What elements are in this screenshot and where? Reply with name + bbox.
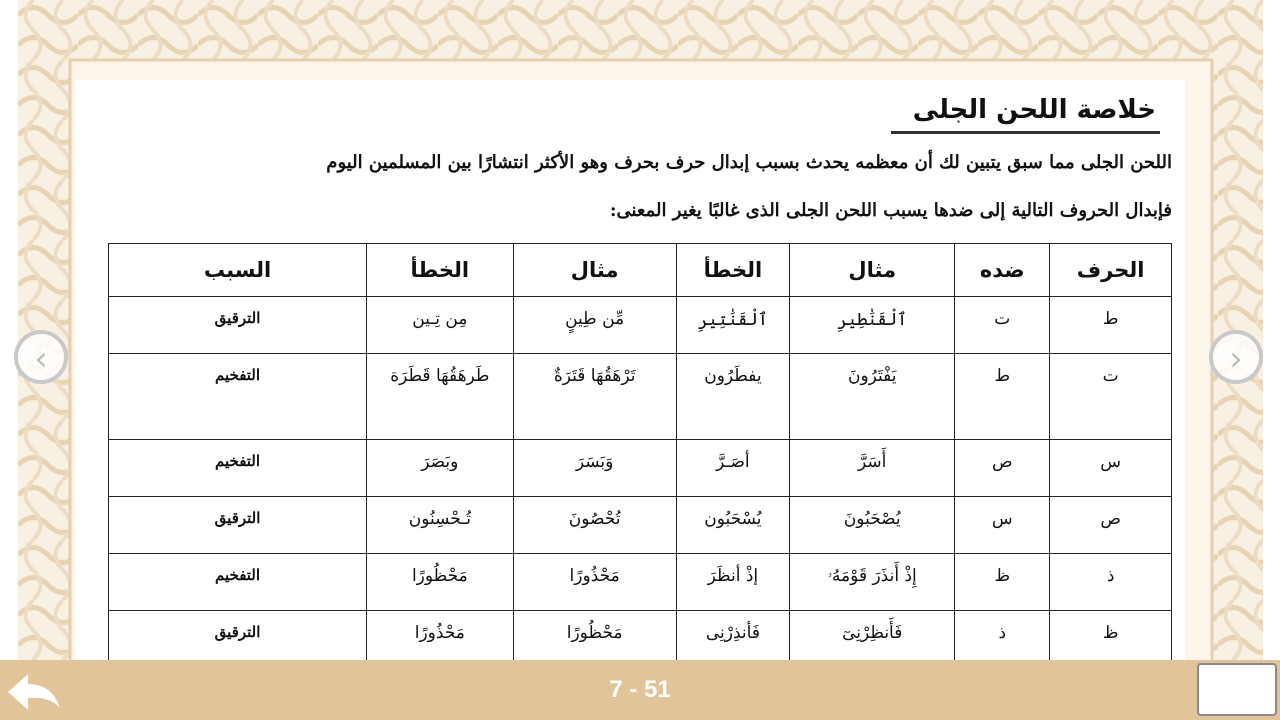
table-row xyxy=(109,611,1172,668)
table-row xyxy=(109,497,1172,554)
cell-example: يُصْحَبُونَ xyxy=(790,497,955,554)
header-example: مثال xyxy=(790,244,955,297)
chevron-right-icon: › xyxy=(1229,339,1243,379)
header-letter: الحرف xyxy=(1050,244,1172,297)
header-error: الخطأ xyxy=(367,244,514,297)
header-example: مثال xyxy=(513,244,676,297)
cell-letter: ذ xyxy=(1050,554,1172,611)
cell-opposite: ظ xyxy=(955,554,1050,611)
cell-reason: التفخيم xyxy=(109,440,367,497)
intro-line-1: اللحن الجلى مما سبق يتبين لك أن معظمه يحدث بسبب إبدال حرف بحرف وهو الأكثر انتشارًا بين المسلمين اليوم xyxy=(326,152,1172,173)
left-margin xyxy=(0,0,18,660)
header-error: الخطأ xyxy=(676,244,790,297)
page-number-input[interactable] xyxy=(1197,663,1277,716)
cell-error: مَحْذُورًا xyxy=(367,611,514,668)
intro-line-2: فإبدال الحروف التالية إلى ضدها يسبب اللحن الجلى الذى غالبًا يغير المعنى: xyxy=(609,200,1172,221)
back-button[interactable] xyxy=(4,668,64,714)
cell-error: إذْ أنظَرَ xyxy=(676,554,790,611)
table-row xyxy=(109,554,1172,611)
page-indicator: 7 - 51 xyxy=(609,676,671,703)
cell-letter: ت xyxy=(1050,354,1172,440)
cell-error: طَرهَقُهَا قَطَرَة xyxy=(367,354,514,440)
page-heading: خلاصة اللحن الجلى xyxy=(891,95,1160,134)
cell-example: أَسَرَّ xyxy=(790,440,955,497)
cell-error: وبَصَرَ xyxy=(367,440,514,497)
cell-error: تُـحْسِنُون xyxy=(367,497,514,554)
cell-opposite: ت xyxy=(955,297,1050,354)
cell-example: إِذْ أَنذَرَ قَوْمَهُۥ xyxy=(790,554,955,611)
right-margin xyxy=(1263,0,1280,660)
cell-error: فَأنذِرْنِى xyxy=(676,611,790,668)
back-arrow-icon xyxy=(4,668,64,714)
cell-example: ٱلْقَنَٰطِيرِ xyxy=(790,297,955,354)
cell-example: وَبَسَرَ xyxy=(513,440,676,497)
cell-example: تَرْهَقُهَا قَتَرَةٌ xyxy=(513,354,676,440)
cell-error: يفطَرُون xyxy=(676,354,790,440)
cell-example: فَأَنظِرْنِىٓ xyxy=(790,611,955,668)
header-opposite: ضده xyxy=(955,244,1050,297)
cell-letter: ظ xyxy=(1050,611,1172,668)
cell-reason: الترقيق xyxy=(109,611,367,668)
cell-opposite: ص xyxy=(955,440,1050,497)
heading-block xyxy=(891,95,1160,125)
table-row xyxy=(109,354,1172,440)
next-page-button[interactable] xyxy=(1209,330,1263,384)
cell-example: مَحْظُورًا xyxy=(513,611,676,668)
cell-example: مَحْذُورًا xyxy=(513,554,676,611)
chevron-left-icon: ‹ xyxy=(34,339,48,379)
cell-example: تُحْصُونَ xyxy=(513,497,676,554)
cell-error: مِن تِـين xyxy=(367,297,514,354)
cell-error: يُسْحَبُون xyxy=(676,497,790,554)
previous-page-button[interactable] xyxy=(14,330,68,384)
header-reason: السبب xyxy=(109,244,367,297)
table-row xyxy=(109,297,1172,354)
cell-example: يَفْتَرُونَ xyxy=(790,354,955,440)
cell-opposite: ط xyxy=(955,354,1050,440)
cell-reason: الترقيق xyxy=(109,297,367,354)
substitution-table xyxy=(108,243,1172,668)
cell-letter: س xyxy=(1050,440,1172,497)
table-header-row xyxy=(109,244,1172,297)
cell-error: ٱلْقَنَٰتِيرِ xyxy=(676,297,790,354)
cell-letter: ط xyxy=(1050,297,1172,354)
cell-letter: ص xyxy=(1050,497,1172,554)
cell-opposite: ذ xyxy=(955,611,1050,668)
cell-error: مَحْظُورًا xyxy=(367,554,514,611)
table-row xyxy=(109,440,1172,497)
cell-error: أصَـرَّ xyxy=(676,440,790,497)
cell-reason: الترقيق xyxy=(109,497,367,554)
cell-reason: التفخيم xyxy=(109,354,367,440)
cell-reason: التفخيم xyxy=(109,554,367,611)
cell-example: مِّن طِينٍ xyxy=(513,297,676,354)
cell-opposite: س xyxy=(955,497,1050,554)
